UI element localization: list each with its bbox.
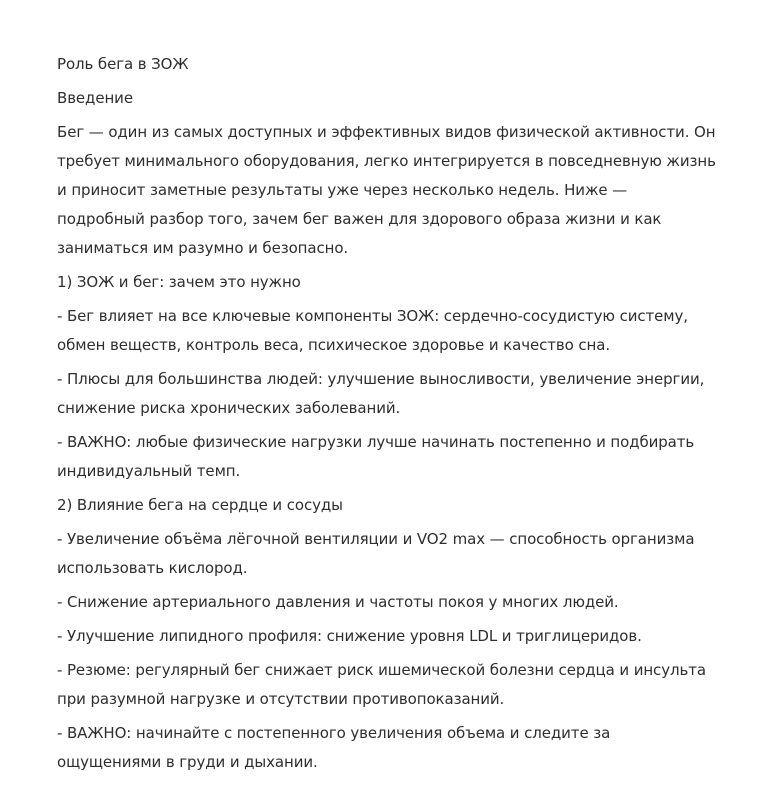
heading-section-1: 1) ЗОЖ и бег: зачем это нужно bbox=[57, 273, 301, 291]
bullet-summary-heart-risk: - Резюме: регулярный бег снижает риск ишемической болезни сердца и инсульта при разумной нагрузке и отсутствии противопоказаний. bbox=[57, 661, 706, 708]
bullet-important-start-gradually: - ВАЖНО: любые физические нагрузки лучше начинать постепенно и подбирать индивидуальный темп. bbox=[57, 433, 695, 480]
heading-section-2: 2) Влияние бега на сердце и сосуды bbox=[57, 496, 343, 514]
bullet-benefits: - Плюсы для большинства людей: улучшение выносливости, увеличение энергии, снижение риска хронических заболеваний. bbox=[57, 370, 705, 417]
bullet-vo2max: - Увеличение объёма лёгочной вентиляции и VO2 max — способность организма использовать кислород. bbox=[57, 530, 695, 577]
bullet-important-monitor-volume: - ВАЖНО: начинайте с постепенного увеличения объема и следите за ощущениями в груди и дыхании. bbox=[57, 724, 611, 771]
heading-introduction: Введение bbox=[57, 89, 133, 107]
document-title: Роль бега в ЗОЖ bbox=[57, 55, 189, 73]
bullet-lipid-profile: - Улучшение липидного профиля: снижение уровня LDL и триглицеридов. bbox=[57, 627, 642, 645]
bullet-blood-pressure: - Снижение артериального давления и частоты покоя у многих людей. bbox=[57, 593, 619, 611]
intro-paragraph: Бег — один из самых доступных и эффективных видов физической активности. Он требует минимального оборудования, легко интегрируется в повседневную жизнь и приносит заметные результаты уже через несколько недель. Ниже — подробный разбор того, зачем бег важен для здорового образа жизни и как заниматься им разумно и безопасно. bbox=[57, 123, 716, 257]
bullet-zozh-components: - Бег влияет на все ключевые компоненты ЗОЖ: сердечно-сосудистую систему, обмен веществ, контроль веса, психическое здоровье и качество сна. bbox=[57, 307, 688, 354]
